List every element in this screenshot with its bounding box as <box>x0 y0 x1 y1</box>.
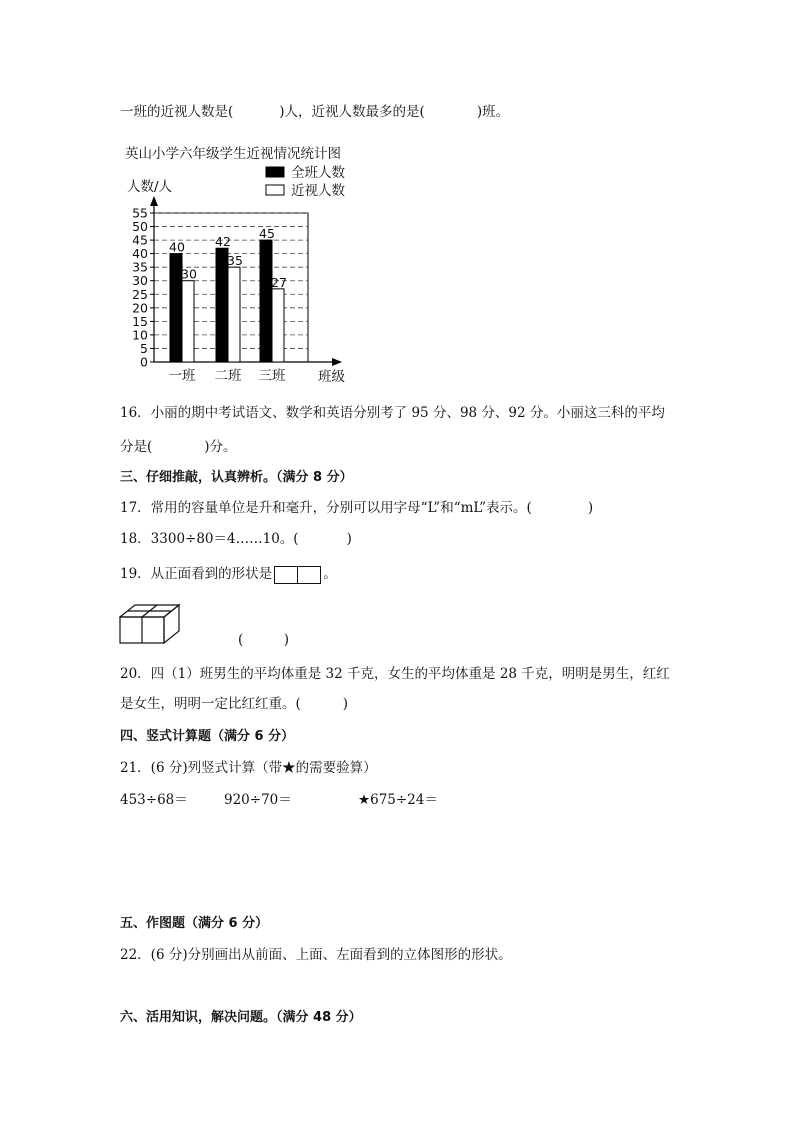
data-label: 27 <box>271 274 287 290</box>
data-label: 35 <box>227 253 243 269</box>
x-tick-label: 三班 <box>258 368 286 384</box>
y-tick-label: 25 <box>132 286 148 302</box>
data-label: 40 <box>169 239 185 255</box>
bar-1-2 <box>182 281 194 362</box>
q19-answer-paren: ( ) <box>238 632 290 648</box>
q21: 21．(6 分)列竖式计算（带★的需要验算） <box>120 760 377 776</box>
y-tick-label: 0 <box>140 354 148 370</box>
y-axis-label: 人数/人 <box>127 179 173 195</box>
legend-label-1: 全班人数 <box>291 165 345 181</box>
bar-3-1 <box>260 240 272 362</box>
y-tick-label: 5 <box>140 340 148 356</box>
q16-line2: 分是( )分。 <box>120 439 237 455</box>
q19: 19．从正面看到的形状是 。 <box>120 566 337 582</box>
q21-item-2: 920÷70＝ <box>224 792 292 808</box>
bar-3-2 <box>272 289 284 362</box>
legend-swatch-2 <box>266 185 284 195</box>
q18: 18．3300÷80＝4……10。( ) <box>120 531 352 547</box>
section-6-heading: 六、活用知识，解决问题。（满分 48 分） <box>120 1010 362 1025</box>
myopia-bar-chart <box>118 144 378 386</box>
bar-2-2 <box>228 267 240 362</box>
y-tick-label: 20 <box>132 300 148 316</box>
x-tick-label: 一班 <box>168 368 196 384</box>
data-label: 30 <box>181 266 197 282</box>
section-4-heading: 四、竖式计算题（满分 6 分） <box>120 729 295 744</box>
q16-line1: 16．小丽的期中考试语文、数学和英语分别考了 95 分、98 分、92 分。小丽这三科的平均 <box>120 405 665 421</box>
q15-line: 一班的近视人数是( )人，近视人数最多的是( )班。 <box>120 104 510 120</box>
q21-item-1: 453÷68＝ <box>120 792 188 808</box>
q17: 17．常用的容量单位是升和毫升，分别可以用字母“L”和“mL”表示。( ) <box>120 500 594 516</box>
x-axis-label: 班级 <box>318 369 345 385</box>
legend-swatch-1 <box>266 167 284 177</box>
q22: 22．(6 分)分别画出从前面、上面、左面看到的立体图形的形状。 <box>120 947 512 963</box>
front-view-shape <box>274 566 321 584</box>
y-tick-label: 10 <box>132 327 148 343</box>
y-tick-label: 45 <box>132 232 148 248</box>
data-label: 45 <box>259 226 275 242</box>
y-tick-label: 35 <box>132 259 148 275</box>
cuboid-figure <box>119 603 183 645</box>
q21-item-3: ★675÷24＝ <box>358 792 438 808</box>
legend-label-2: 近视人数 <box>291 183 345 199</box>
section-3-heading: 三、仔细推敲，认真辨析。（满分 8 分） <box>120 470 353 485</box>
y-tick-label: 50 <box>132 219 148 235</box>
data-label: 42 <box>215 234 231 250</box>
q20-line1: 20．四（1）班男生的平均体重是 32 千克，女生的平均体重是 28 千克，明明是男生，红红 <box>120 666 670 682</box>
y-tick-label: 40 <box>132 246 148 262</box>
y-axis-arrow <box>150 196 158 206</box>
y-tick-label: 30 <box>132 273 148 289</box>
x-axis-arrow <box>332 358 342 366</box>
y-tick-label: 55 <box>132 205 148 221</box>
y-tick-label: 15 <box>132 313 148 329</box>
q20-line2: 是女生，明明一定比红红重。( ) <box>120 696 349 712</box>
section-5-heading: 五、作图题（满分 6 分） <box>120 916 269 931</box>
x-tick-label: 二班 <box>214 368 242 384</box>
chart-title: 英山小学六年级学生近视情况统计图 <box>125 146 341 162</box>
